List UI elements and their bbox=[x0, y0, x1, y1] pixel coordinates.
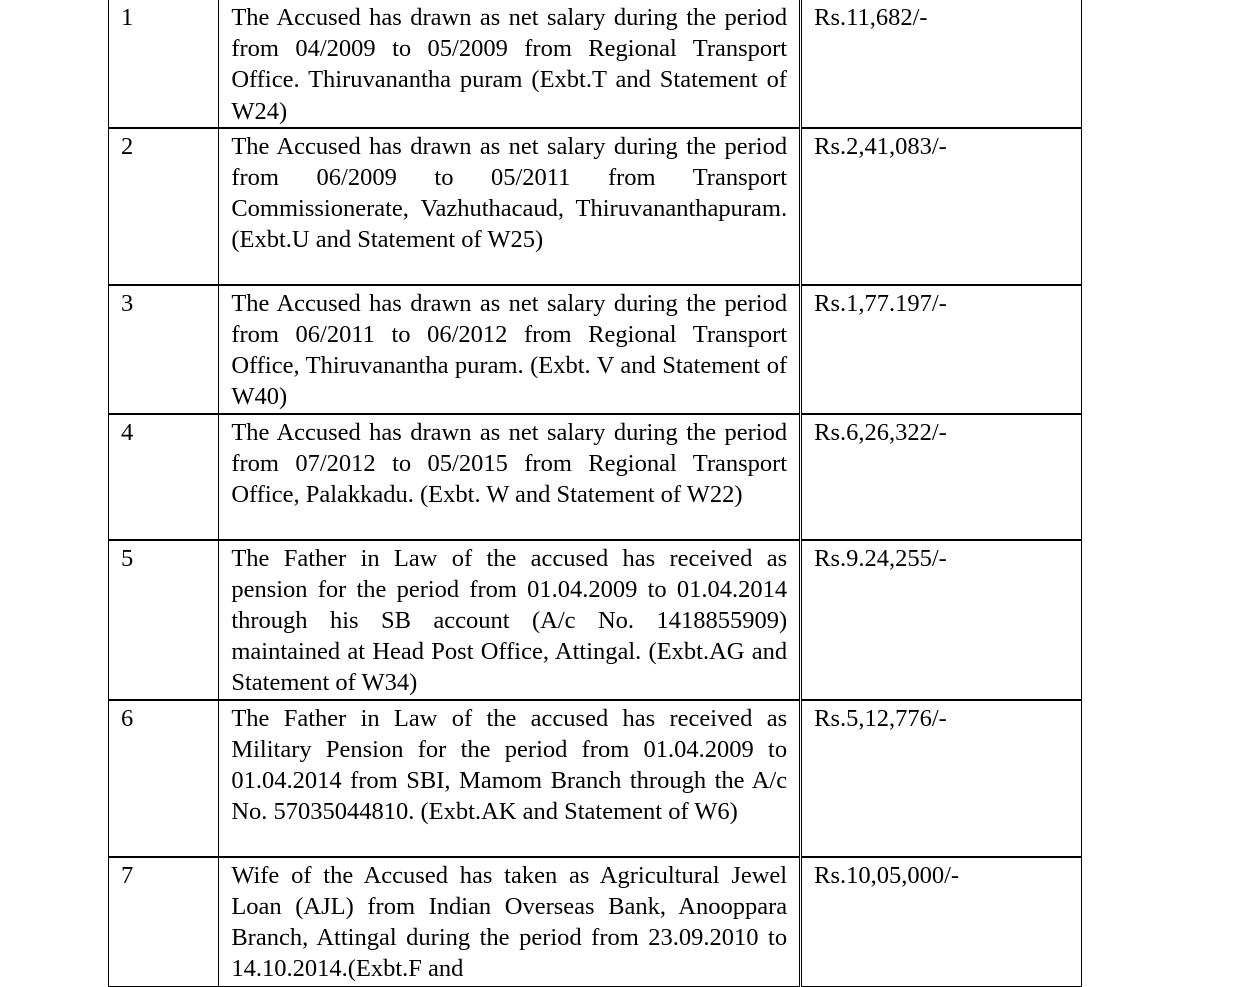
serial-number-cell bbox=[109, 285, 219, 414]
income-sources-table bbox=[108, 0, 1082, 987]
amount-text: Rs.2,41,083/- bbox=[814, 132, 947, 160]
description-text: The Accused has drawn as net salary during the period from 04/2009 to 05/2009 from Regional Transport Office. Thiruvanantha puram (Exbt.T and Statement of W24) bbox=[231, 4, 788, 125]
amount-text: Rs.5,12,776/- bbox=[814, 704, 947, 732]
amount-cell bbox=[801, 285, 1082, 414]
description-cell bbox=[219, 285, 801, 414]
serial-number-cell bbox=[109, 857, 219, 987]
table-row bbox=[109, 414, 1082, 540]
amount-cell bbox=[801, 857, 1082, 987]
amount-cell bbox=[801, 414, 1082, 540]
description-cell bbox=[219, 128, 801, 285]
amount-cell bbox=[801, 128, 1082, 285]
serial-number-cell bbox=[109, 540, 219, 700]
description-cell bbox=[219, 857, 801, 987]
serial-number: 4 bbox=[121, 418, 134, 446]
serial-number: 3 bbox=[121, 289, 134, 317]
serial-number: 2 bbox=[121, 132, 134, 160]
amount-text: Rs.6,26,322/- bbox=[814, 418, 947, 446]
amount-text: Rs.10,05,000/- bbox=[814, 861, 960, 889]
description-text: The Father in Law of the accused has received as Military Pension for the period from 01.04.2009 to 01.04.2014 from SBI, Mamom Branch through the A/c No. 57035044810. (Exbt.AK and Statement of W6) bbox=[231, 704, 788, 826]
description-cell bbox=[219, 414, 801, 540]
amount-cell bbox=[801, 0, 1082, 128]
serial-number-cell bbox=[109, 0, 219, 128]
table-row bbox=[109, 700, 1082, 857]
description-text: The Father in Law of the accused has received as pension for the period from 01.04.2009 to 01.04.2014 through his SB account (A/c No. 1418855909) maintained at Head Post Office, Attingal. (Exbt.AG and Statement of W34) bbox=[231, 544, 788, 697]
description-text: The Accused has drawn as net salary during the period from 06/2009 to 05/2011 from Transport Commissionerate, Vazhuthacaud, Thiruvananthapuram. (Exbt.U and Statement of W25) bbox=[231, 132, 788, 254]
amount-cell bbox=[801, 700, 1082, 857]
amount-text: Rs.1,77.197/- bbox=[814, 289, 947, 317]
serial-number: 1 bbox=[121, 4, 134, 31]
table-row bbox=[109, 285, 1082, 414]
table-row bbox=[109, 128, 1082, 285]
amount-text: Rs.9.24,255/- bbox=[814, 544, 947, 572]
serial-number: 5 bbox=[121, 544, 134, 572]
description-cell bbox=[219, 540, 801, 700]
description-text: The Accused has drawn as net salary during the period from 06/2011 to 06/2012 from Regional Transport Office, Thiruvanantha puram. (Exbt. V and Statement of W40) bbox=[231, 289, 788, 411]
serial-number-cell bbox=[109, 128, 219, 285]
table-row bbox=[109, 0, 1082, 128]
description-cell bbox=[219, 0, 801, 128]
serial-number: 6 bbox=[121, 704, 134, 732]
amount-text: Rs.11,682/- bbox=[814, 4, 928, 31]
serial-number-cell bbox=[109, 414, 219, 540]
description-text: Wife of the Accused has taken as Agricultural Jewel Loan (AJL) from Indian Overseas Bank, Anooppara Branch, Attingal during the period from 23.09.2010 to 14.10.2014.(Exbt.F and bbox=[231, 861, 788, 983]
table-row bbox=[109, 857, 1082, 987]
serial-number: 7 bbox=[121, 861, 134, 889]
description-cell bbox=[219, 700, 801, 857]
serial-number-cell bbox=[109, 700, 219, 857]
amount-cell bbox=[801, 540, 1082, 700]
description-text: The Accused has drawn as net salary during the period from 07/2012 to 05/2015 from Regional Transport Office, Palakkadu. (Exbt. W and Statement of W22) bbox=[231, 418, 788, 509]
table-row bbox=[109, 540, 1082, 700]
